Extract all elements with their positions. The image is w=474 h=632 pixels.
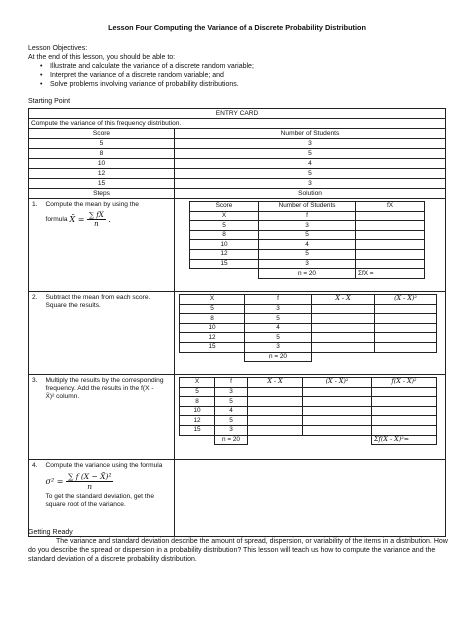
col-students: Number of Students bbox=[175, 129, 446, 139]
step2-text: Subtract the mean from each score. Square the results. bbox=[45, 294, 151, 309]
entry-card-table bbox=[28, 108, 446, 537]
table-row: 12 5 bbox=[29, 169, 446, 179]
step2-table: X f X - X̄ (X - X̄)² 5 3 8 5 10 4 12 5 15 3 n = 20 bbox=[179, 294, 437, 362]
table-row: 8 5 bbox=[29, 149, 446, 159]
step1-row bbox=[29, 199, 446, 292]
steps-label: Steps bbox=[29, 189, 175, 199]
formula-label: formula bbox=[45, 215, 68, 223]
step3-table: X f X - X̄ (X - X̄)² f(X - X̄)² 5 3 8 5 10 4 12 5 15 3 n = 20 Σf(X - X̄)²= bbox=[179, 377, 437, 445]
table-row: 5 3 bbox=[180, 387, 437, 397]
getting-ready-body: The variance and standard deviation describe the amount of spread, dispersion, or variability of the items in a distribution. How do you describe the spread or dispersion in a probability distribution? This lesson will teach us how to compute the variance and the standard deviation of a discrete probability distribution. bbox=[28, 538, 448, 563]
solution-label: Solution bbox=[175, 189, 446, 199]
objectives-intro: At the end of this lesson, you should be able to: bbox=[28, 54, 176, 61]
table-row: 15 3 bbox=[180, 342, 437, 352]
getting-ready-section bbox=[28, 528, 448, 564]
step4-text: Compute the variance using the formula bbox=[45, 462, 163, 469]
table-row: 5 3 bbox=[29, 139, 446, 149]
objective-item: • Illustrate and calculate the variance of a discrete random variable; bbox=[50, 62, 254, 71]
objectives-list bbox=[28, 62, 254, 89]
table-row: 10 4 bbox=[180, 323, 437, 333]
table-row: 15 3 bbox=[190, 259, 425, 269]
table-row: 8 5 bbox=[190, 230, 425, 240]
table-row: 10 4 bbox=[29, 159, 446, 169]
table-row: 5 3 bbox=[190, 221, 425, 231]
step3-row: 3. Multiply the results by the corresponding frequency. Add the results in the f(X - X̄)² column. X f X - X̄ (X - X̄)² f(X - X̄)² 5 3 8 5 10 4 12 5 15 3 n = 20 Σf(X - X̄)²= bbox=[29, 375, 446, 460]
lesson-objectives bbox=[28, 44, 254, 89]
step3-text: Multiply the results by the corresponding frequency. Add the results in the f(X - X̄)² column. bbox=[45, 377, 164, 400]
mean-formula: X̄ = ∑ fX n . bbox=[69, 210, 111, 229]
variance-formula: σ² = ∑ f (X − X̄)² n bbox=[45, 471, 112, 491]
table-row: 15 3 bbox=[180, 425, 437, 435]
step4-row: 4. Compute the variance using the formula σ² = ∑ f (X − X̄)² n To get the standard deviation, get the square root of the variance. bbox=[29, 460, 446, 537]
objective-item: • Interpret the variance of a discrete random variable; and bbox=[50, 71, 254, 80]
objectives-heading: Lesson Objectives: bbox=[28, 45, 88, 52]
starting-point-heading: Starting Point bbox=[28, 98, 71, 105]
step2-row: 2. Subtract the mean from each score. Square the results. X f X - X̄ (X - X̄)² 5 3 8 5 10 4 12 5 15 3 n = 20 bbox=[29, 292, 446, 375]
step1-text: Compute the mean by using the bbox=[45, 201, 139, 208]
table-row: 12 5 bbox=[180, 416, 437, 426]
objective-item: • Solve problems involving variance of probability distributions. bbox=[50, 80, 254, 89]
table-row: 12 5 bbox=[180, 333, 437, 343]
table-row: 10 4 bbox=[190, 240, 425, 250]
lesson-title: Lesson Four Computing the Variance of a Discrete Probability Distribution bbox=[108, 23, 366, 32]
table-row: 12 5 bbox=[190, 249, 425, 259]
getting-ready-heading: Getting Ready bbox=[28, 529, 73, 536]
table-row: 15 3 bbox=[29, 179, 446, 189]
col-score: Score bbox=[29, 129, 175, 139]
step1-table: Score Number of Students fX X f 5 3 8 5 10 4 12 5 15 3 n = 20 ΣfX = bbox=[189, 201, 425, 279]
step4-note: To get the standard deviation, get the square root of the variance. bbox=[45, 492, 155, 508]
step1-number: 1. bbox=[32, 201, 38, 208]
table-row: 8 5 bbox=[180, 314, 437, 324]
table-row: 5 3 bbox=[180, 304, 437, 314]
entry-card-heading: ENTRY CARD bbox=[29, 109, 446, 119]
table-row: 10 4 bbox=[180, 406, 437, 416]
table-row: 8 5 bbox=[180, 397, 437, 407]
entry-card-instruction: Compute the variance of this frequency distribution. bbox=[29, 119, 446, 129]
